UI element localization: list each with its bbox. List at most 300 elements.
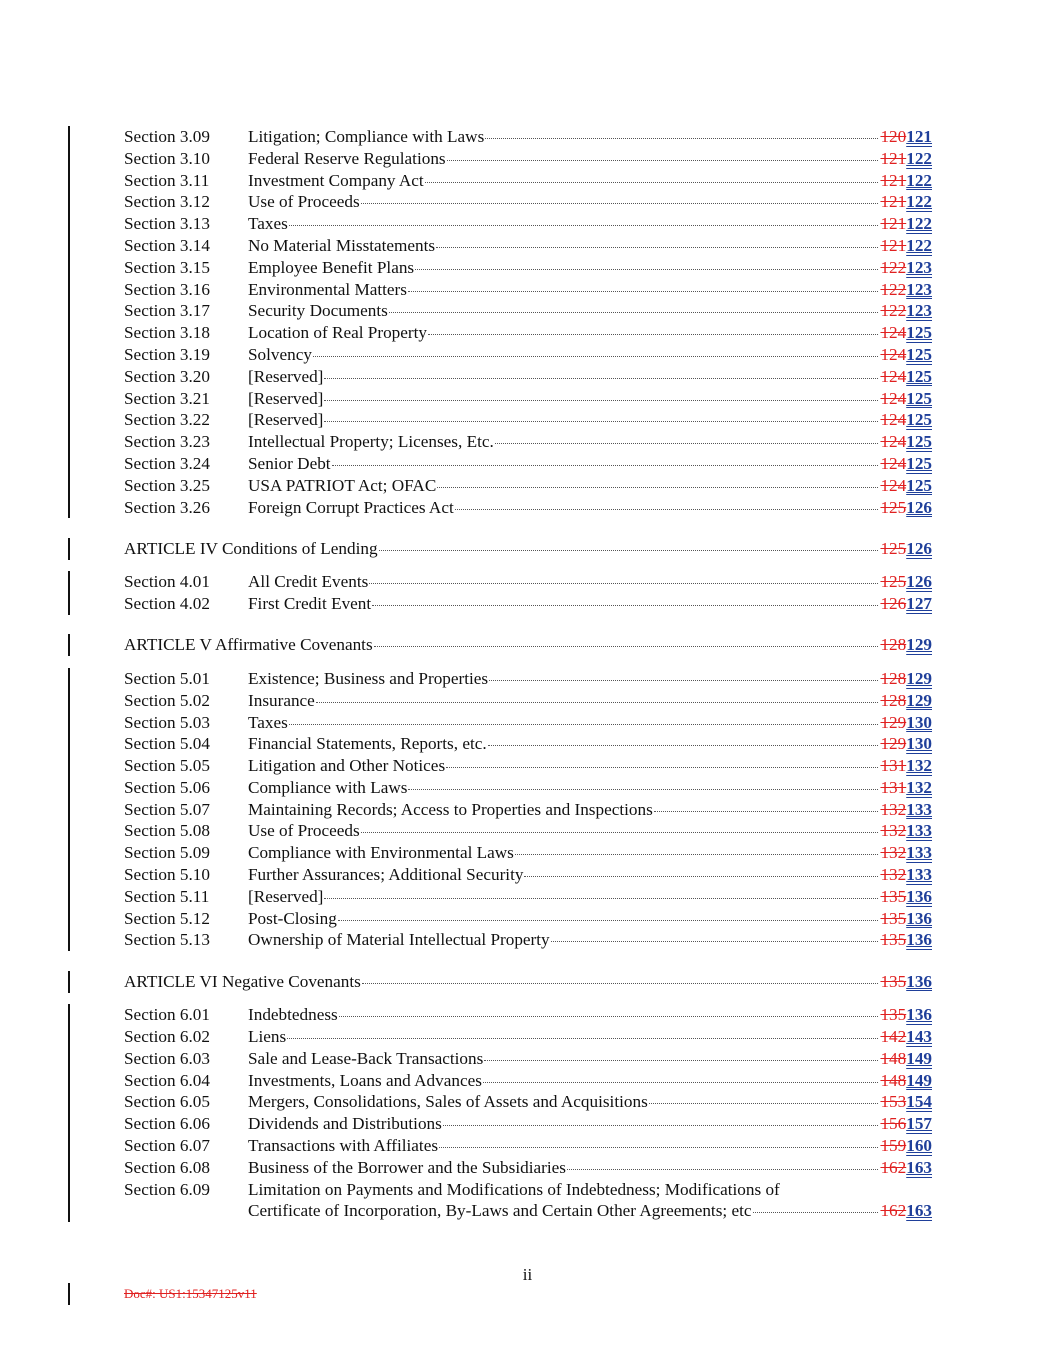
dot-leader [436, 247, 878, 248]
change-bar [68, 971, 70, 993]
deleted-page-number: 132 [880, 865, 907, 885]
section-number: Section 3.09 [124, 127, 210, 146]
toc-section-entry[interactable] [124, 690, 932, 712]
change-bar [68, 126, 70, 148]
section-title [248, 431, 932, 453]
toc-section-entry[interactable] [124, 1004, 932, 1026]
dot-leader [374, 646, 879, 647]
section-title-text: Litigation; Compliance with Laws [248, 127, 485, 146]
toc-article-heading[interactable] [124, 538, 932, 560]
section-title [248, 366, 932, 388]
inserted-page-number: 126 [906, 538, 932, 558]
section-title-text: Investments, Loans and Advances [248, 1070, 482, 1090]
dot-leader [287, 1038, 878, 1039]
toc-section-entry[interactable] [124, 1113, 932, 1135]
section-number: Section 3.18 [124, 323, 210, 343]
deleted-page-number: 135 [880, 1005, 907, 1025]
toc-section-entry[interactable] [124, 431, 932, 453]
section-number: Section 4.02 [124, 594, 210, 614]
inserted-page-number: 133 [906, 821, 932, 841]
inserted-page-number: 125 [906, 388, 932, 408]
section-title [248, 842, 932, 864]
section-number: Section 5.10 [124, 865, 210, 885]
inserted-page-number: 126 [906, 572, 932, 592]
dot-leader [425, 182, 879, 183]
deleted-page-number: 162 [880, 1201, 907, 1221]
deleted-page-number: 124 [880, 432, 907, 452]
toc-section-entry[interactable] [124, 126, 932, 148]
dot-leader [324, 421, 878, 422]
section-title [248, 453, 932, 475]
section-title [248, 1179, 932, 1223]
change-bar [68, 300, 70, 322]
section-number: Section 3.10 [124, 148, 210, 168]
section-number: Section 5.02 [124, 690, 210, 710]
dot-leader [415, 269, 878, 270]
deleted-page-number: 120 [880, 127, 907, 146]
inserted-page-number: 126 [906, 497, 932, 517]
deleted-page-number: 122 [880, 279, 907, 299]
deleted-page-number: 121 [880, 235, 907, 255]
inserted-page-number: 130 [906, 712, 932, 732]
section-title [248, 126, 932, 148]
toc-section-entry[interactable] [124, 1070, 932, 1092]
deleted-page-number: 148 [880, 1070, 907, 1090]
change-bar [68, 431, 70, 453]
page-reference [880, 431, 932, 453]
deleted-page-number: 153 [880, 1092, 907, 1112]
section-title-text: Transactions with Affiliates [248, 1136, 439, 1156]
deleted-page-number: 142 [880, 1027, 907, 1047]
section-number: Section 6.05 [124, 1092, 210, 1112]
section-number: Section 3.16 [124, 279, 210, 299]
page-reference [880, 191, 932, 213]
inserted-page-number: 133 [906, 799, 932, 819]
section-title [248, 929, 932, 951]
section-title-text: Insurance [248, 690, 315, 710]
page-reference [880, 1048, 932, 1070]
section-title-line [248, 1200, 932, 1222]
dot-leader [443, 1125, 879, 1126]
toc-section-entry[interactable] [124, 668, 932, 690]
section-title-text: Compliance with Environmental Laws [248, 843, 514, 863]
change-bar [68, 690, 70, 712]
change-bar [68, 366, 70, 388]
section-number: Section 6.04 [124, 1070, 210, 1090]
change-bar [68, 593, 70, 615]
section-number: Section 3.25 [124, 475, 210, 495]
section-title-text: Senior Debt [248, 453, 331, 473]
section-title-text: Financial Statements, Reports, etc. [248, 734, 487, 754]
change-bar [68, 634, 70, 656]
toc-section-entry[interactable] [124, 1157, 932, 1179]
toc-section-entry[interactable] [124, 409, 932, 431]
deleted-page-number: 128 [880, 690, 907, 710]
change-bar [68, 1135, 70, 1157]
dot-leader [313, 356, 878, 357]
section-title-text: No Material Misstatements [248, 235, 436, 255]
section-title-text: Intellectual Property; Licenses, Etc. [248, 432, 494, 452]
toc-section-entry[interactable] [124, 475, 932, 497]
dot-leader [379, 550, 879, 551]
inserted-page-number: 136 [906, 930, 932, 950]
section-title-text: Security Documents [248, 301, 388, 321]
dot-leader [485, 138, 878, 139]
inserted-page-number: 130 [906, 734, 932, 754]
section-title-text: Litigation and Other Notices [248, 756, 446, 776]
inserted-page-number: 127 [906, 594, 932, 614]
section-title-text: Business of the Borrower and the Subsidiaries [248, 1157, 566, 1177]
toc-section-entry[interactable] [124, 799, 932, 821]
toc-section-entry[interactable] [124, 453, 932, 475]
section-number: Section 4.01 [124, 572, 210, 592]
change-bar [68, 235, 70, 257]
dot-leader [361, 832, 879, 833]
section-number: Section 5.07 [124, 799, 210, 819]
toc-article-heading[interactable] [124, 971, 932, 993]
section-title-text: All Credit Events [248, 572, 369, 592]
toc-section-entry[interactable] [124, 864, 932, 886]
change-bar [68, 929, 70, 951]
section-number: Section 5.03 [124, 712, 210, 732]
change-bar [68, 1026, 70, 1048]
toc-section-entry[interactable] [124, 344, 932, 366]
toc-section-entry[interactable] [124, 755, 932, 777]
inserted-page-number: 149 [906, 1070, 932, 1090]
section-title-text: Federal Reserve Regulations [248, 148, 446, 168]
toc-section-entry[interactable] [124, 908, 932, 930]
section-title-text: Maintaining Records; Access to Properties and Inspections [248, 799, 653, 819]
dot-leader [649, 1103, 879, 1104]
deleted-page-number: 135 [880, 886, 907, 906]
deleted-page-number: 132 [880, 799, 907, 819]
section-title [248, 755, 932, 777]
section-title-text: Existence; Business and Properties [248, 668, 489, 688]
inserted-page-number: 163 [906, 1157, 932, 1177]
section-number: Section 3.12 [124, 192, 210, 212]
change-bar [68, 497, 70, 519]
section-number: Section 5.04 [124, 734, 210, 754]
inserted-page-number: 129 [906, 635, 932, 655]
page-reference [880, 755, 932, 777]
dot-leader [495, 443, 879, 444]
section-title [248, 1113, 932, 1135]
inserted-page-number: 123 [906, 279, 932, 299]
change-bar [68, 755, 70, 777]
dot-leader [332, 465, 879, 466]
page-reference [880, 799, 932, 821]
section-number: Section 3.24 [124, 453, 210, 473]
page-reference [880, 344, 932, 366]
inserted-page-number: 129 [906, 668, 932, 688]
change-bar [68, 453, 70, 475]
page-reference [880, 864, 932, 886]
inserted-page-number: 133 [906, 843, 932, 863]
change-bar [68, 1048, 70, 1070]
section-title-text: Use of Proceeds [248, 821, 360, 841]
page-reference [880, 388, 932, 410]
section-title [248, 388, 932, 410]
change-bar [68, 733, 70, 755]
dot-leader [316, 702, 879, 703]
toc-section-entry[interactable] [124, 712, 932, 734]
section-number: Section 3.26 [124, 497, 210, 517]
page-reference [880, 971, 932, 993]
section-title-text: Taxes [248, 214, 288, 234]
section-title-text: Employee Benefit Plans [248, 257, 415, 277]
section-number: Section 6.06 [124, 1114, 210, 1134]
dot-leader [439, 1147, 878, 1148]
deleted-page-number: 124 [880, 453, 907, 473]
page-reference [880, 1200, 932, 1222]
section-title-text: Post-Closing [248, 908, 337, 928]
deleted-page-number: 129 [880, 712, 907, 732]
toc-section-entry[interactable] [124, 257, 932, 279]
section-title-text: Sale and Lease-Back Transactions [248, 1048, 484, 1068]
deleted-page-number: 124 [880, 366, 907, 386]
section-title-text: USA PATRIOT Act; OFAC [248, 475, 437, 495]
toc-section-entry[interactable] [124, 388, 932, 410]
section-number: Section 3.20 [124, 366, 210, 386]
toc-section-entry[interactable] [124, 842, 932, 864]
section-title [248, 799, 932, 821]
inserted-page-number: 154 [906, 1092, 932, 1112]
deleted-page-number: 121 [880, 148, 907, 168]
page-reference [880, 279, 932, 301]
toc-section-entry[interactable] [124, 497, 932, 519]
section-title [124, 971, 932, 993]
section-title [248, 1091, 932, 1113]
dot-leader [361, 203, 879, 204]
section-title [248, 690, 932, 712]
change-bar [68, 475, 70, 497]
section-title-text: ARTICLE V Affirmative Covenants [124, 635, 373, 655]
section-number: Section 3.21 [124, 388, 210, 408]
page-reference [880, 300, 932, 322]
change-bar [68, 191, 70, 213]
section-title-text: Dividends and Distributions [248, 1114, 442, 1134]
section-title-text: First Credit Event [248, 594, 372, 614]
inserted-page-number: 125 [906, 344, 932, 364]
inserted-page-number: 136 [906, 1005, 932, 1025]
deleted-page-number: 156 [880, 1114, 907, 1134]
section-number: Section 5.11 [124, 886, 210, 906]
section-number: Section 3.23 [124, 432, 210, 452]
deleted-page-number: 121 [880, 170, 907, 190]
inserted-page-number: 163 [906, 1201, 932, 1221]
change-bar [68, 777, 70, 799]
page-reference [880, 908, 932, 930]
deleted-page-number: 159 [880, 1136, 907, 1156]
change-bar [68, 908, 70, 930]
deleted-page-number: 135 [880, 930, 907, 950]
section-title-text: Liens [248, 1027, 287, 1047]
section-number: Section 5.12 [124, 908, 210, 928]
section-title [248, 1135, 932, 1157]
toc-section-entry[interactable] [124, 366, 932, 388]
section-title-text: ARTICLE IV Conditions of Lending [124, 538, 378, 558]
dot-leader [447, 160, 879, 161]
section-number: Section 6.09 [124, 1179, 210, 1199]
dot-leader [753, 1212, 879, 1213]
toc-section-entry[interactable] [124, 777, 932, 799]
section-title-text: Foreign Corrupt Practices Act [248, 497, 454, 517]
toc-section-entry[interactable] [124, 1048, 932, 1070]
toc-section-entry[interactable] [124, 886, 932, 908]
deleted-page-number: 135 [880, 971, 907, 991]
section-title-text: [Reserved] [248, 410, 324, 430]
toc-section-entry[interactable] [124, 191, 932, 213]
toc-section-entry[interactable] [124, 820, 932, 842]
section-title [248, 820, 932, 842]
section-number: Section 3.13 [124, 214, 210, 234]
deleted-page-number: 124 [880, 475, 907, 495]
inserted-page-number: 143 [906, 1027, 932, 1047]
section-title [248, 733, 932, 755]
toc-section-entry[interactable] [124, 213, 932, 235]
page-reference [880, 571, 932, 593]
deleted-page-number: 121 [880, 214, 907, 234]
dot-leader [483, 1082, 879, 1083]
section-title-text: [Reserved] [248, 886, 324, 906]
inserted-page-number: 125 [906, 410, 932, 430]
toc-section-entry[interactable] [124, 148, 932, 170]
section-title-text: Environmental Matters [248, 279, 407, 299]
change-bar [68, 213, 70, 235]
change-bar [68, 820, 70, 842]
inserted-page-number: 125 [906, 453, 932, 473]
page-reference [880, 668, 932, 690]
table-of-contents [124, 126, 932, 1222]
dot-leader [515, 854, 879, 855]
deleted-page-number: 129 [880, 734, 907, 754]
section-title [248, 257, 932, 279]
deleted-page-number: 128 [880, 668, 907, 688]
change-bar [68, 1004, 70, 1026]
change-bar [68, 1091, 70, 1113]
document-id: Doc#: US1:15347125v11 [124, 1286, 257, 1301]
page-reference [880, 886, 932, 908]
toc-section-entry[interactable] [124, 235, 932, 257]
dot-leader [339, 1016, 879, 1017]
toc-section-entry[interactable] [124, 593, 932, 615]
section-title [248, 1004, 932, 1026]
deleted-page-number: 124 [880, 323, 907, 343]
section-title-line [248, 1179, 932, 1201]
dot-leader [289, 225, 879, 226]
page-reference [880, 1026, 932, 1048]
section-number: Section 5.05 [124, 756, 210, 776]
section-title-text: Investment Company Act [248, 170, 424, 190]
dot-leader [369, 583, 878, 584]
dot-leader [408, 291, 878, 292]
section-title [248, 864, 932, 886]
section-title [248, 712, 932, 734]
inserted-page-number: 125 [906, 432, 932, 452]
dot-leader [324, 400, 878, 401]
page-reference [880, 593, 932, 615]
change-bar [68, 1283, 70, 1305]
inserted-page-number: 125 [906, 475, 932, 495]
section-title [124, 538, 932, 560]
section-title [248, 497, 932, 519]
toc-section-entry[interactable] [124, 170, 932, 192]
page-reference [880, 1070, 932, 1092]
inserted-page-number: 129 [906, 690, 932, 710]
section-title [248, 170, 932, 192]
section-number: Section 6.07 [124, 1136, 210, 1156]
deleted-page-number: 124 [880, 388, 907, 408]
toc-section-entry[interactable] [124, 1135, 932, 1157]
toc-section-entry[interactable] [124, 733, 932, 755]
section-title [248, 886, 932, 908]
change-bar [68, 1157, 70, 1179]
page-reference [880, 1135, 932, 1157]
toc-section-entry[interactable] [124, 1026, 932, 1048]
page-reference [880, 366, 932, 388]
toc-section-entry[interactable] [124, 322, 932, 344]
dot-leader [551, 941, 879, 942]
deleted-page-number: 135 [880, 908, 907, 928]
page-reference [880, 929, 932, 951]
dot-leader [446, 767, 878, 768]
section-title [248, 191, 932, 213]
change-bar [68, 712, 70, 734]
section-title [248, 322, 932, 344]
toc-article-heading[interactable] [124, 634, 932, 656]
change-bar [68, 668, 70, 690]
dot-leader [428, 334, 878, 335]
section-number: Section 6.01 [124, 1005, 210, 1025]
toc-section-entry[interactable] [124, 279, 932, 301]
inserted-page-number: 125 [906, 323, 932, 343]
section-title [248, 235, 932, 257]
section-number: Section 6.02 [124, 1027, 210, 1047]
change-bar [68, 170, 70, 192]
section-title [248, 279, 932, 301]
dot-leader [324, 898, 878, 899]
section-title-text: Indebtedness [248, 1005, 338, 1025]
section-title-text: Further Assurances; Additional Security [248, 865, 524, 885]
page-reference [880, 820, 932, 842]
section-number: Section 3.17 [124, 301, 210, 321]
section-title [248, 908, 932, 930]
page-reference [880, 475, 932, 497]
dot-leader [437, 487, 878, 488]
page-reference [880, 712, 932, 734]
toc-section-entry[interactable] [124, 1179, 932, 1223]
section-title-text: Certificate of Incorporation, By-Laws and Certain Other Agreements; etc [248, 1201, 752, 1221]
page-reference [880, 538, 932, 560]
dot-leader [484, 1060, 878, 1061]
page-reference [880, 170, 932, 192]
change-bar [68, 1113, 70, 1135]
inserted-page-number: 157 [906, 1114, 932, 1134]
dot-leader [372, 605, 878, 606]
toc-section-entry[interactable] [124, 929, 932, 951]
toc-section-entry[interactable] [124, 300, 932, 322]
change-bar [68, 257, 70, 279]
toc-section-entry[interactable] [124, 571, 932, 593]
change-bar [68, 1070, 70, 1092]
section-number: Section 3.11 [124, 170, 210, 190]
toc-section-entry[interactable] [124, 1091, 932, 1113]
page-reference [880, 453, 932, 475]
inserted-page-number: 136 [906, 886, 932, 906]
inserted-page-number: 125 [906, 366, 932, 386]
section-number: Section 3.14 [124, 235, 210, 255]
section-number: Section 5.08 [124, 821, 210, 841]
